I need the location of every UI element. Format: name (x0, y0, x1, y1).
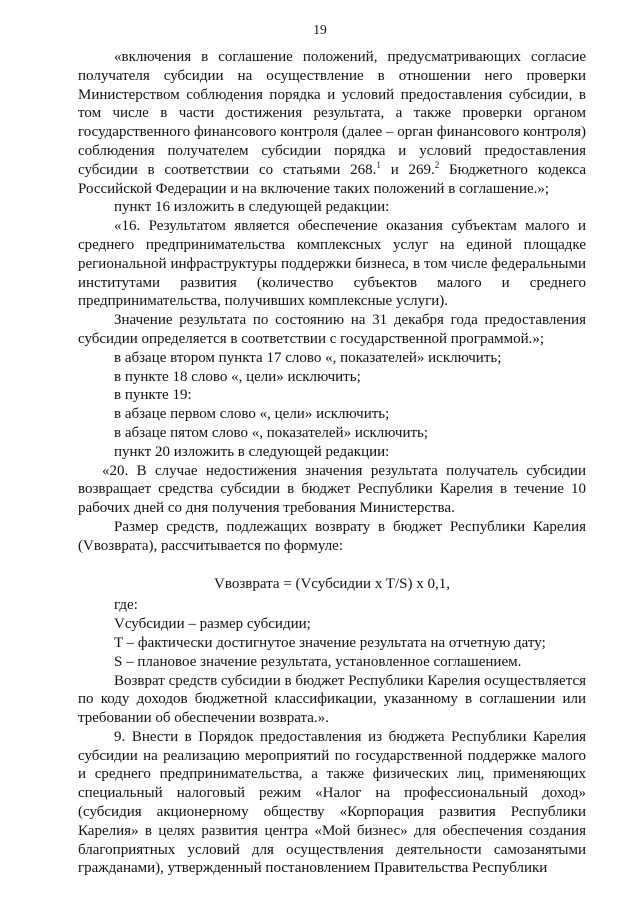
paragraph (78, 728, 586, 878)
paragraph (78, 596, 586, 615)
paragraph-text: в пункте 18 слово «, цели» исключить; (114, 368, 361, 385)
paragraph-text: в абзаце втором пункта 17 слово «, показателей» исключить; (114, 349, 502, 366)
paragraph-text: Бюджетного кодекса Российской Федерации и на включение таких положений в соглашение.»; (78, 161, 587, 197)
paragraph-text: 9. Внести в Порядок предоставления из бюджета Республики Карелия субсидии на реализацию мероприятий по государственной поддержке малого и среднего предпринимательства, а также физических лиц, применяющих специальный налоговый режим «Налог на профессиональный доход» (субсидия акционерному обществу «Корпорация развития Республики Карелия» в целях развития центра «Мой бизнес» для обеспечения создания благоприятных условий для осуществления деятельности самозанятыми гражданами), утвержденный постановлением Правительства Республики (78, 728, 586, 877)
paragraph (78, 443, 586, 462)
paragraph-text: T – фактически достигнутое значение результата на отчетную дату; (114, 634, 546, 651)
paragraph (78, 217, 586, 311)
paragraph-text: «16. Результатом является обеспечение оказания субъектам малого и среднего предпринимательства комплексных услуг на единой площадке региональной инфраструктуры поддержки бизнеса, в том числе федеральными институтами развития (количество субъектов малого и среднего предпринимательства, получивших комплексные услуги). (78, 218, 586, 310)
paragraph (78, 311, 586, 349)
paragraph (78, 462, 586, 518)
paragraph (78, 615, 586, 634)
formula (78, 575, 586, 594)
paragraph-text: в абзаце первом слово «, цели» исключить; (114, 406, 390, 423)
paragraph-text: Размер средств, подлежащих возврату в бюджет Республики Карелия (Vвозврата), рассчитывается по формуле: (78, 518, 586, 554)
paragraph (78, 634, 586, 653)
paragraph-text: Значение результата по состоянию на 31 декабря года предоставления субсидии определяется в соответствии с государственной программой.»; (78, 312, 586, 347)
footnote-superscript: 1 (376, 159, 381, 170)
paragraph-text: S – плановое значение результата, установленное соглашением. (114, 653, 522, 670)
footnote-superscript: 2 (434, 159, 440, 170)
page-number: 19 (313, 22, 327, 37)
paragraph-text: «включения в соглашение положений, предусматривающих согласие получателя субсидии на осуществление в отношении него проверки Министерством соблюдения порядка и условий предоставления субсидии, в том числе в части достижения результата, а также проверки органом государственного финансового контроля (далее – орган финансового контроля) соблюдения получателем субсидии порядка и условий предоставления субсидии в соответствии со статьями 268. (78, 49, 586, 178)
paragraph (78, 198, 586, 217)
paragraph-text: Vвозврата = (Vсубсидии x T/S) x 0,1, (214, 575, 450, 592)
paragraph-text: в пункте 19: (114, 387, 192, 404)
paragraph (78, 672, 586, 728)
paragraph (78, 386, 586, 405)
paragraph (78, 48, 586, 198)
paragraph (78, 405, 586, 424)
paragraph (78, 424, 586, 443)
paragraph-text: пункт 20 изложить в следующей редакции: (114, 443, 390, 460)
paragraph-text: и 269. (380, 161, 435, 178)
paragraph-text: в абзаце пятом слово «, показателей» исключить; (114, 424, 429, 441)
paragraph-text: Возврат средств субсидии в бюджет Республики Карелия осуществляется по коду доходов бюджетной классификации, указанному в соглашении или требовании об обеспечении возврата.». (78, 672, 586, 727)
paragraph (78, 368, 586, 387)
document-body (78, 48, 586, 878)
paragraph-text: «20. В случае недостижения значения результата получатель субсидии возвращает средства субсидии в бюджет Республики Карелия в течение 10 рабочих дней со дня получения требования Министерства. (78, 462, 586, 517)
paragraph-text: где: (114, 597, 138, 614)
paragraph (78, 518, 586, 556)
paragraph (78, 349, 586, 368)
paragraph-text: Vсубсидии – размер субсидии; (114, 616, 311, 633)
paragraph (78, 653, 586, 672)
paragraph-text: пункт 16 изложить в следующей редакции: (114, 199, 390, 216)
